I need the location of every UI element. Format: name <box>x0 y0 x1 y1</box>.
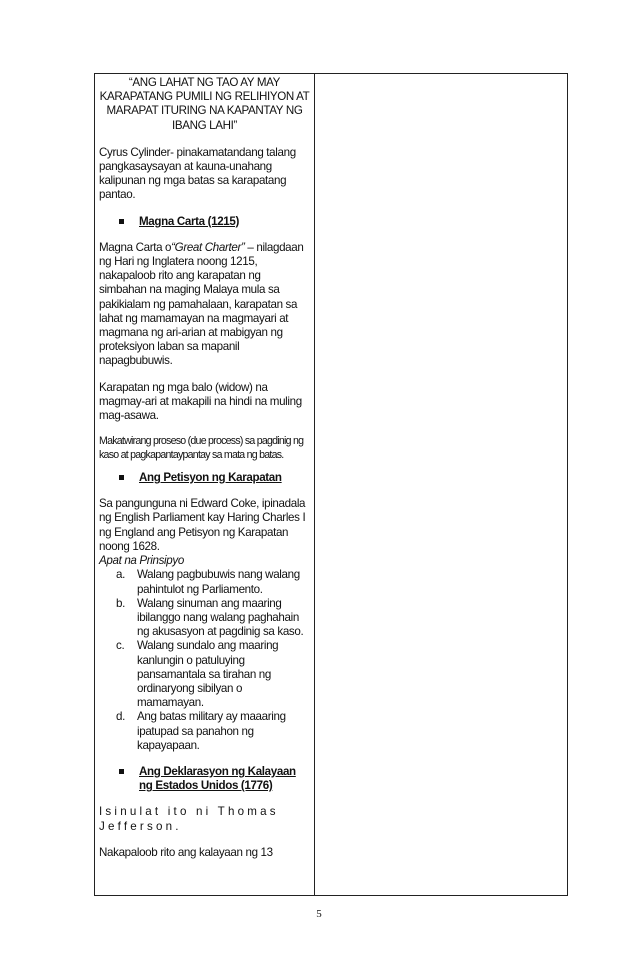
widow-paragraph: Karapatan ng mga balo (widow) na magmay-ari at makapili na hindi na muling mag-asawa. <box>99 380 302 423</box>
list-item <box>99 568 310 596</box>
due-process-paragraph: Makatwirang proseso (due process) sa pagdinig ng kaso at pagkapantaypantay sa mata ng batas. <box>99 435 304 461</box>
content-table <box>94 73 568 896</box>
principles-list <box>99 568 310 753</box>
list-item-text: Walang pagbubuwis nang walang pahintulot ng Parliamento. <box>137 568 300 596</box>
kalayaan-paragraph: Nakapaloob rito ang kalayaan ng 13 <box>99 845 273 859</box>
cyrus-paragraph: Cyrus Cylinder- pinakamatandang talang pangkasaysayan at kauna-unahang kalipunan ng mga batas sa karapatang pantao. <box>99 145 296 202</box>
list-item-text: Walang sundalo ang maaring kanlungin o patuluying pansamantala sa tirahan ng ordinaryong sibilyan o mamamayan. <box>137 639 279 710</box>
right-column <box>315 74 567 895</box>
list-marker: a. <box>116 568 125 582</box>
deklarasyon-heading-text: Ang Deklarasyon ng Kalayaan ng Estados Unidos (1776) <box>139 764 296 793</box>
page-number: 5 <box>316 908 322 920</box>
magna-carta-heading <box>99 215 310 229</box>
list-item <box>99 710 310 753</box>
list-item-text: Ang batas military ay maaaring ipatupad sa panahon ng kapayapaan. <box>137 710 286 752</box>
list-item <box>99 639 310 710</box>
magna-carta-paragraph <box>99 241 310 369</box>
square-bullet-icon <box>119 219 124 224</box>
square-bullet-icon <box>119 769 124 774</box>
left-column <box>95 74 315 895</box>
magna-carta-text-rest: – nilagdaan ng Hari ng Inglatera noong 1215, nakapaloob rito ang karapatan ng simbahan na maging Malaya mula sa pakikialam ng pamahalaan, karapatan sa lahat ng mamamayan na magmayari at magmana ng ari-arian at mabigyan ng proteksiyon laban sa mapanil napagbubuwis. <box>99 240 304 368</box>
jefferson-paragraph: Isinulat ito ni Thomas Jefferson. <box>99 805 279 833</box>
square-bullet-icon <box>119 475 124 480</box>
great-charter-text: “Great Charter” <box>171 240 245 254</box>
list-item <box>99 597 310 640</box>
magna-carta-text-start: Magna Carta o <box>99 240 172 254</box>
list-marker: b. <box>116 596 125 610</box>
principles-subtitle: Apat na Prinsipyo <box>99 554 184 568</box>
list-item-text: Walang sinuman ang maaring ibilanggo nang walang paghahain ng akusasyon at pagdinig sa kaso. <box>137 596 304 639</box>
petisyon-heading-text: Ang Petisyon ng Karapatan <box>139 471 282 485</box>
petisyon-paragraph: Sa pangunguna ni Edward Coke, ipinadala ng English Parliament kay Haring Charles I ng England ang Petisyon ng Karapatan noong 1628. <box>99 497 306 553</box>
list-marker: d. <box>116 710 125 724</box>
magna-carta-heading-text: Magna Carta (1215) <box>139 214 240 228</box>
deklarasyon-heading <box>99 765 310 793</box>
petisyon-heading <box>99 471 310 485</box>
quote-text: “ANG LAHAT NG TAO AY MAY KARAPATANG PUMILI NG RELIHIYON AT MARAPAT ITURING NA KAPANTAY NG IBANG LAHI” <box>99 76 310 132</box>
list-marker: c. <box>116 639 125 653</box>
